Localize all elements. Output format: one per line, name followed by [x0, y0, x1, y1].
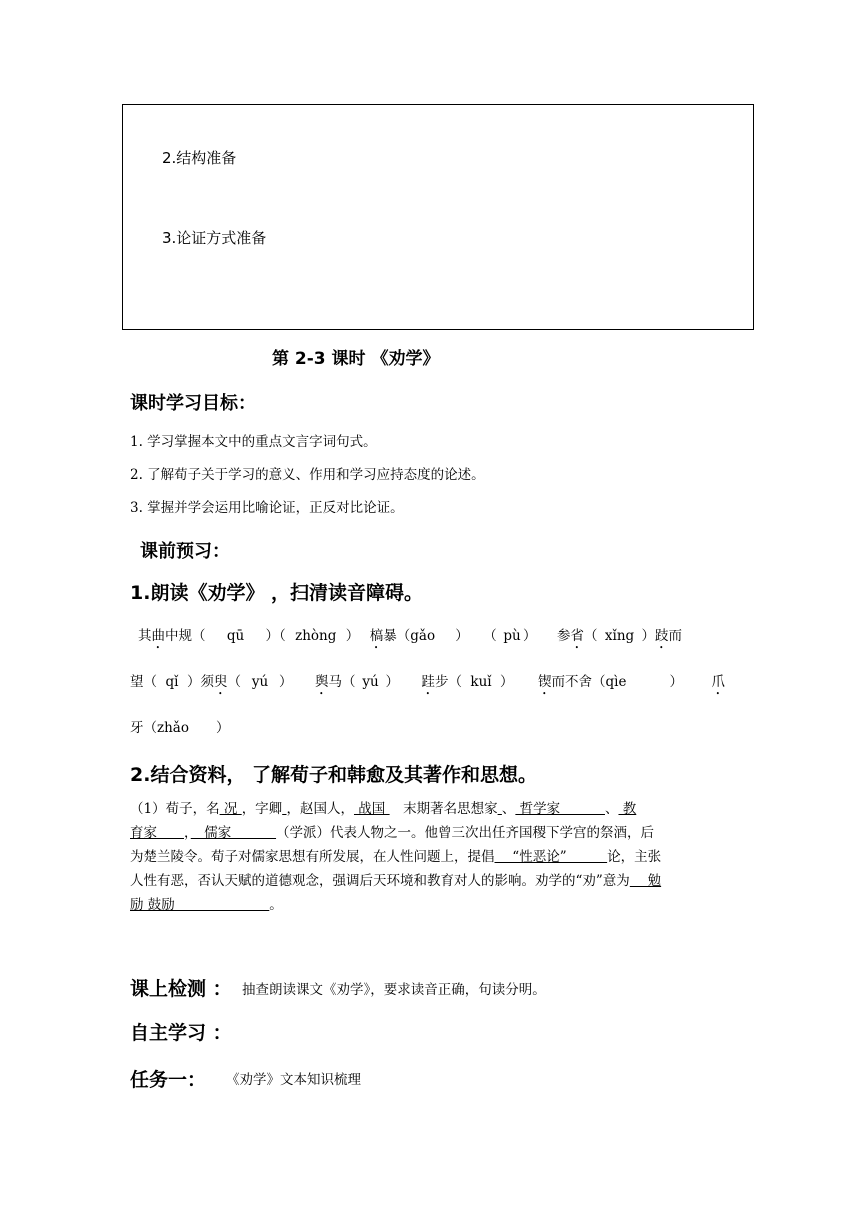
word: （: [227, 674, 241, 690]
task1-text: 《劝学》文本知识梳理: [226, 1072, 361, 1088]
word-dotted: ）跂: [641, 628, 669, 644]
box-line-structure: 2.结构准备: [162, 149, 237, 167]
answer-educator-cont: 育家: [130, 825, 157, 841]
word-dotted: 臾: [214, 674, 228, 690]
preparation-box: [122, 104, 754, 330]
word: 参: [557, 628, 571, 644]
pinyin: 而不舍（qìe: [551, 674, 627, 690]
preview-heading: 课前预习：: [140, 541, 230, 562]
text: （1）荀子，名: [130, 801, 220, 817]
word-dotted: 曲: [151, 628, 165, 644]
answer-educator: 教: [618, 801, 637, 817]
pinyin: 暴（gǎo: [383, 628, 436, 644]
text: 为楚兰陵令。荀子对儒家思想有所发展，在人性问题上，提倡: [130, 849, 495, 865]
answer-philosopher: 哲学家: [515, 801, 605, 817]
word: 马（: [328, 674, 356, 690]
word: ）: [669, 674, 683, 690]
read-heading: 1.朗读《劝学》 ，扫清读音障碍。: [130, 582, 424, 604]
text: （学派）代表人物之一。他曾三次出任齐国稷下学宫的祭酒，后: [276, 825, 655, 841]
word: 中规（: [165, 628, 206, 644]
word: 其: [138, 628, 152, 644]
pinyin: yú: [251, 674, 269, 690]
pronunciation-row-3: 牙（zhǎo ）: [130, 720, 230, 736]
para-line-1: [130, 797, 730, 821]
answer-theory: “性恶论”: [494, 849, 608, 865]
pinyin: zhòng: [295, 628, 337, 644]
pinyin: qǐ: [165, 674, 179, 690]
pinyin: yú: [362, 674, 379, 690]
pinyin: pù: [503, 628, 521, 644]
para-line-4: [130, 869, 730, 893]
answer-name: 况: [219, 801, 242, 817]
word-dotted: 省: [570, 628, 585, 644]
text: ，: [184, 825, 191, 841]
word-dotted: 跬: [421, 674, 435, 690]
objective-3: 3. 掌握并学会运用比喻论证，正反对比论证。: [130, 500, 404, 516]
word-dotted: 槁: [369, 628, 384, 644]
word: 步（: [435, 674, 462, 690]
pinyin: qū: [226, 628, 245, 644]
text: 人性有恶，否认天赋的道德观念，强调后天环境和教育对人的影响。劝学的“劝”意为: [130, 873, 630, 889]
word: （: [483, 628, 502, 644]
word: ）: [279, 674, 293, 690]
combine-heading: 2.结合资料， 了解荀子和韩愈及其著作和思想。: [130, 764, 538, 786]
xunzi-paragraph: [130, 797, 730, 917]
self-study-heading: 自主学习 ：: [130, 1022, 232, 1044]
word-dotted: 爪: [711, 674, 725, 690]
para-line-3: [130, 845, 730, 869]
answer-school: 儒家: [190, 825, 277, 841]
para-line-2: [130, 821, 730, 845]
word: 望（: [130, 674, 157, 690]
objectives-heading: 课时学习目标：: [130, 393, 256, 414]
objective-2: 2. 了解荀子关于学习的意义、作用和学习应持态度的论述。: [130, 467, 485, 483]
word: ）: [455, 628, 469, 644]
word: ）: [500, 674, 514, 690]
answer-meaning-cont: 励 鼓励: [130, 897, 270, 913]
box-line-argument: 3.论证方式准备: [162, 229, 267, 247]
pronunciation-row-2: [130, 670, 725, 698]
word-dotted: 锲: [538, 674, 552, 690]
text: 、: [501, 801, 516, 817]
word: ）: [345, 628, 360, 644]
word: ）: [523, 628, 537, 644]
text: 论，主张: [607, 849, 662, 865]
objective-1: 1. 学习掌握本文中的重点文言字词句式。: [130, 434, 377, 450]
check-text: 抽查朗读课文《劝学》，要求读音正确，句读分明。: [242, 982, 546, 998]
text: ，赵国人，: [286, 801, 354, 817]
answer-meaning: 勉: [629, 873, 662, 889]
text: 。: [269, 897, 283, 913]
check-heading: 课上检测 ：: [130, 978, 232, 1000]
word: （: [584, 628, 598, 644]
para-line-5: [130, 893, 730, 917]
answer-blank: [157, 825, 184, 841]
pinyin: kuǐ: [470, 674, 492, 690]
word-dotted: 舆: [315, 674, 329, 690]
word: 而: [668, 628, 683, 644]
word: ）: [385, 674, 399, 690]
pronunciation-row-1: [138, 624, 682, 652]
text: 、: [604, 801, 619, 817]
lesson-title: 第 2-3 课时 《劝学》: [272, 349, 440, 369]
word: ）（: [265, 628, 286, 644]
task1-heading: 任务一：: [130, 1069, 207, 1091]
pinyin: xǐng: [604, 628, 635, 644]
text: ，字卿: [241, 801, 283, 817]
word: ）须: [187, 674, 214, 690]
answer-era: 战国: [353, 801, 390, 817]
text: 末期著名思想家: [389, 801, 498, 817]
